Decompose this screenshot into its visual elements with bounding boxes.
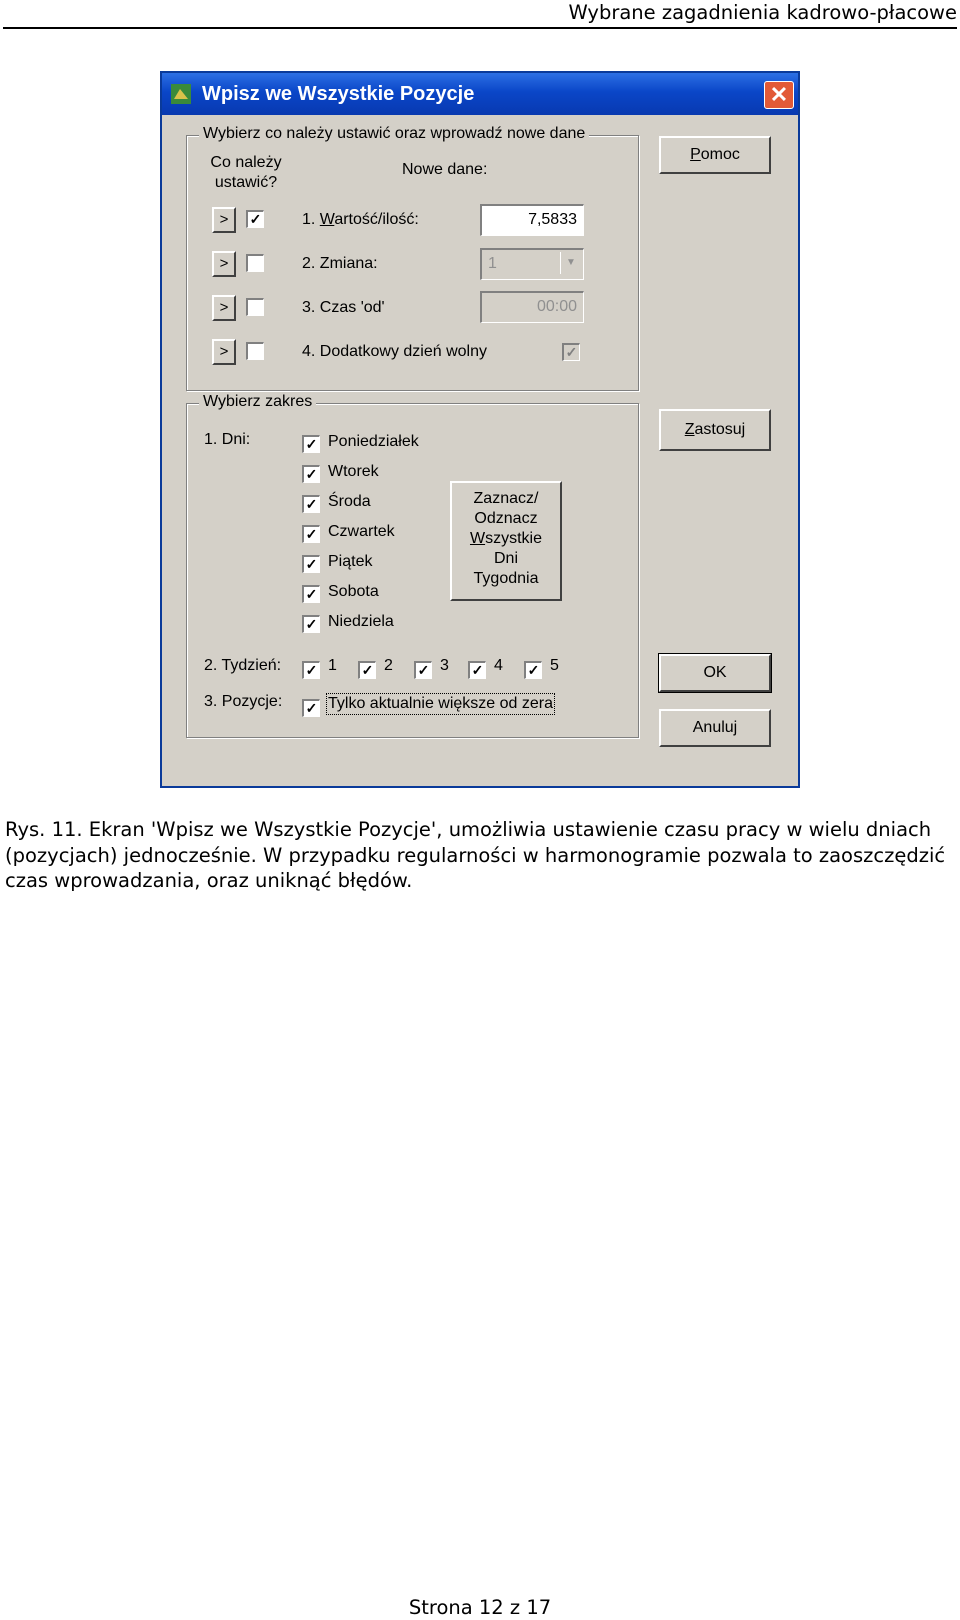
time-from-input[interactable]: 00:00 xyxy=(480,291,584,323)
day-label-saturday: Sobota xyxy=(328,583,379,600)
week-label-3: 3 xyxy=(440,657,449,674)
row4-checkbox[interactable] xyxy=(246,342,264,360)
row1-arrow-button[interactable]: > xyxy=(212,207,236,233)
apply-button[interactable]: Zastosuj xyxy=(659,409,771,451)
row2-arrow-button[interactable]: > xyxy=(212,251,236,277)
day-label-thursday: Czwartek xyxy=(328,523,395,540)
figure-caption: Rys. 11. Ekran 'Wpisz we Wszystkie Pozycje', umożliwia ustawienie czasu pracy w wielu dniach (pozycjach) jednocześnie. W przypadku regularności w harmonogramie pozwala to zaoszczędzić czas wprowadzania, oraz uniknąć błędów. xyxy=(5,818,946,892)
row4-arrow-button[interactable]: > xyxy=(212,339,236,365)
day-label-tuesday: Wtorek xyxy=(328,463,379,480)
day-label-sunday: Niedziela xyxy=(328,613,394,630)
week-label-5: 5 xyxy=(550,657,559,674)
row2-label: 2. Zmiana: xyxy=(302,255,378,272)
settings-group-title: Wybierz co należy ustawić oraz wprowadź nowe dane xyxy=(199,125,589,143)
range-group xyxy=(186,393,639,738)
positions-checkbox[interactable]: ✓ xyxy=(302,699,320,717)
header-rule xyxy=(3,27,957,29)
weeks-label: 2. Tydzień: xyxy=(204,657,282,674)
days-label: 1. Dni: xyxy=(204,431,251,448)
chevron-down-icon[interactable]: ▼ xyxy=(560,252,581,274)
positions-option-label[interactable]: Tylko aktualnie większe od zera xyxy=(328,695,553,712)
title-bar[interactable] xyxy=(162,73,798,115)
page-footer: Strona 12 z 17 xyxy=(408,1596,552,1619)
positions-label: 3. Pozycje: xyxy=(204,693,283,710)
ok-button[interactable]: OK xyxy=(659,654,771,692)
week-checkbox-2[interactable]: ✓ xyxy=(358,661,376,679)
day-checkbox-thursday[interactable]: ✓ xyxy=(302,525,320,543)
row1-label: 1. Wartość/ilość: xyxy=(302,211,419,228)
day-checkbox-saturday[interactable]: ✓ xyxy=(302,585,320,603)
row3-label: 3. Czas 'od' xyxy=(302,299,385,316)
row3-checkbox[interactable] xyxy=(246,298,264,316)
cancel-button[interactable]: Anuluj xyxy=(659,709,771,747)
day-label-friday: Piątek xyxy=(328,553,373,570)
day-checkbox-wednesday[interactable]: ✓ xyxy=(302,495,320,513)
day-label-wednesday: Środa xyxy=(328,493,371,510)
close-button[interactable]: ✕ xyxy=(764,81,794,109)
help-button[interactable]: Pomoc xyxy=(659,136,771,174)
app-icon xyxy=(170,83,192,105)
range-group-title: Wybierz zakres xyxy=(199,393,316,411)
extra-day-off-checkbox[interactable]: ✓ xyxy=(562,343,580,361)
col-what-label: Co należy ustawić? xyxy=(210,154,282,191)
dialog-window xyxy=(160,71,800,788)
col-new-label: Nowe dane: xyxy=(402,161,488,178)
shift-select[interactable] xyxy=(480,248,584,280)
week-label-1: 1 xyxy=(328,657,337,674)
value-input[interactable]: 7,5833 xyxy=(480,204,584,236)
day-checkbox-sunday[interactable]: ✓ xyxy=(302,615,320,633)
day-checkbox-friday[interactable]: ✓ xyxy=(302,555,320,573)
week-checkbox-3[interactable]: ✓ xyxy=(414,661,432,679)
document-header: Wybrane zagadnienia kadrowo-płacowe xyxy=(568,1,957,24)
row3-arrow-button[interactable]: > xyxy=(212,295,236,321)
day-label-monday: Poniedziałek xyxy=(328,433,419,450)
week-label-4: 4 xyxy=(494,657,503,674)
toggle-all-days-button[interactable]: Zaznacz/ Odznacz Wszystkie Dni Tygodnia xyxy=(450,481,562,601)
dialog-title: Wpisz we Wszystkie Pozycje xyxy=(202,83,475,105)
week-checkbox-5[interactable]: ✓ xyxy=(524,661,542,679)
row2-checkbox[interactable] xyxy=(246,254,264,272)
row1-checkbox[interactable]: ✓ xyxy=(246,210,264,228)
row4-label: 4. Dodatkowy dzień wolny xyxy=(302,343,487,360)
day-checkbox-monday[interactable]: ✓ xyxy=(302,435,320,453)
day-checkbox-tuesday[interactable]: ✓ xyxy=(302,465,320,483)
week-checkbox-4[interactable]: ✓ xyxy=(468,661,486,679)
week-checkbox-1[interactable]: ✓ xyxy=(302,661,320,679)
week-label-2: 2 xyxy=(384,657,393,674)
shift-select-value: 1 xyxy=(488,255,497,272)
